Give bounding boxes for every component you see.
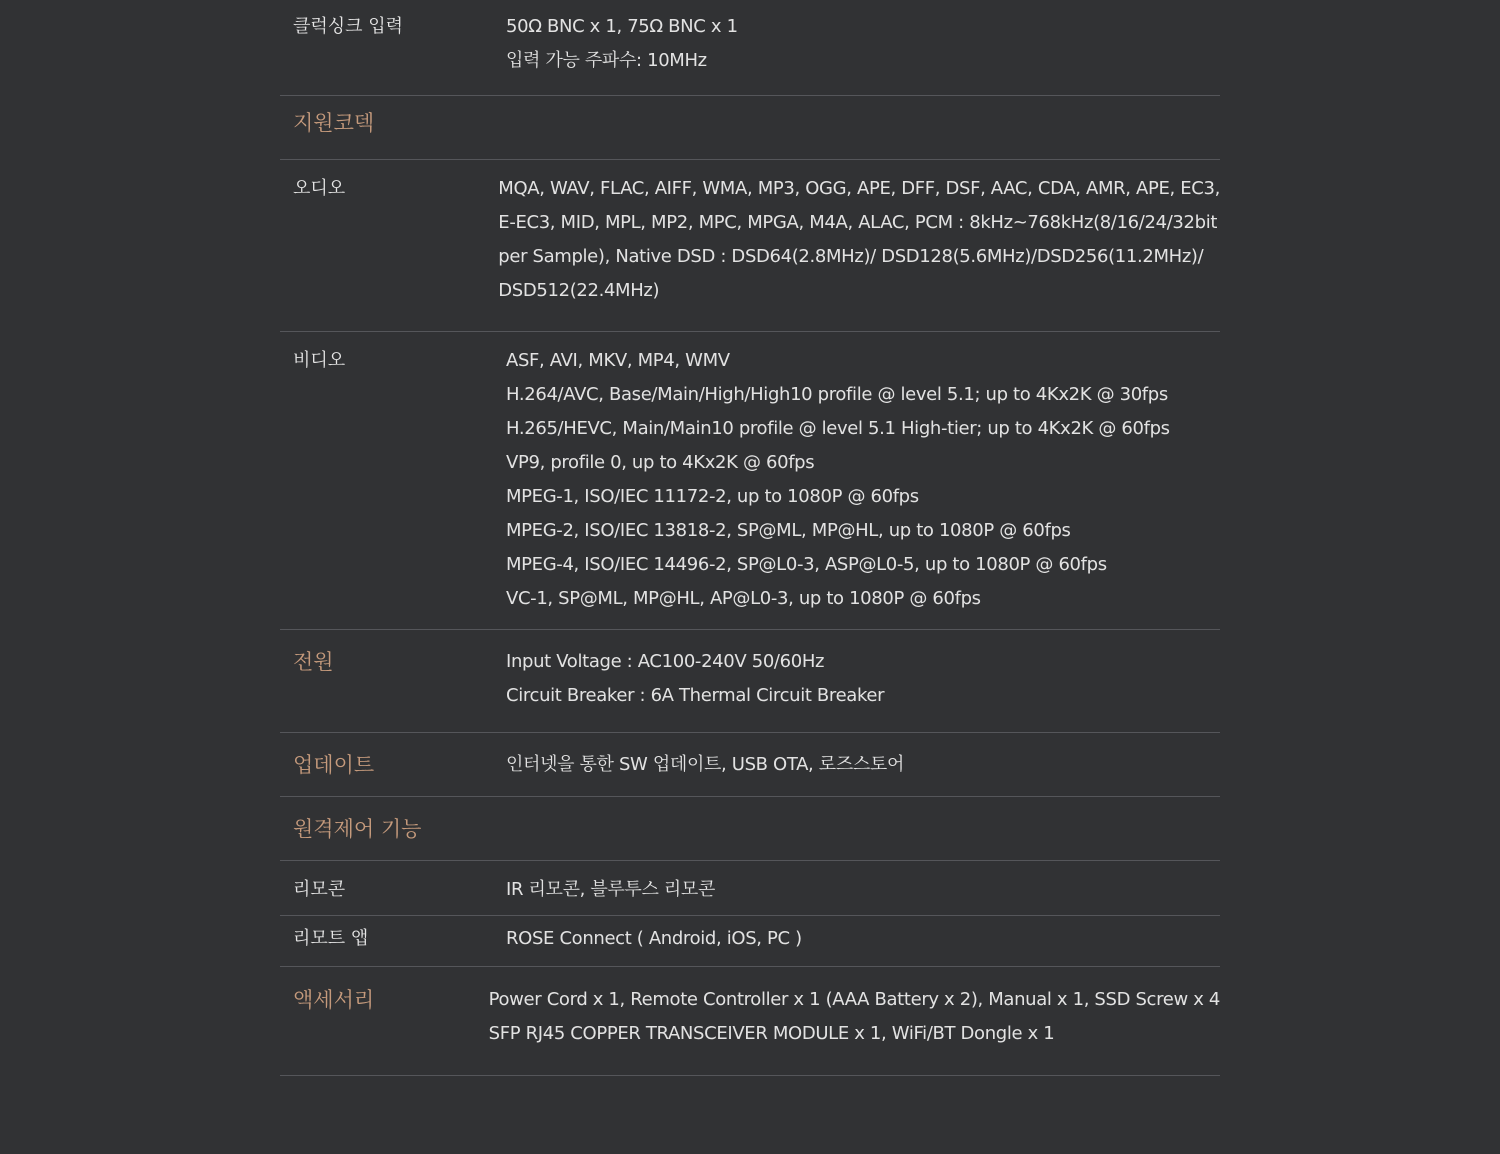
spec-row-clock-sync [280, 0, 1220, 96]
spec-value-line: H.265/HEVC, Main/Main10 profile @ level 5.1 High-tier; up to 4Kx2K @ 60fps [506, 418, 1170, 439]
spec-value-line: 인터넷을 통한 SW 업데이트, USB OTA, 로즈스토어 [506, 754, 904, 775]
spec-value-line: MPEG-1, ISO/IEC 11172-2, up to 1080P @ 60fps [506, 486, 919, 507]
spec-value [506, 344, 1220, 616]
spec-value-line: 입력 가능 주파수: 10MHz [506, 50, 707, 71]
spec-value [506, 645, 1220, 713]
spec-value [506, 873, 1220, 907]
spec-value-line: 50Ω BNC x 1, 75Ω BNC x 1 [506, 16, 738, 37]
spec-section-remote-control [280, 797, 1220, 861]
spec-value [489, 983, 1220, 1051]
spec-value-line: MQA, WAV, FLAC, AIFF, WMA, MP3, OGG, APE, DFF, DSF, AAC, CDA, AMR, APE, EC3, [498, 178, 1220, 199]
spec-row-audio [280, 160, 1220, 332]
spec-row-video [280, 332, 1220, 630]
spec-value-line: MPEG-4, ISO/IEC 14496-2, SP@L0-3, ASP@L0-5, up to 1080P @ 60fps [506, 554, 1107, 575]
spec-value-line: IR 리모콘, 블루투스 리모콘 [506, 879, 715, 900]
spec-value [498, 172, 1220, 308]
spec-row-remote [280, 861, 1220, 916]
spec-value [506, 922, 1220, 956]
spec-value-line: Power Cord x 1, Remote Controller x 1 (AAA Battery x 2), Manual x 1, SSD Screw x 4 [488, 989, 1220, 1010]
section-title: 지원코덱 [293, 111, 375, 135]
section-title: 업데이트 [293, 753, 375, 777]
spec-value-line: H.264/AVC, Base/Main/High/High10 profile @ level 5.1; up to 4Kx2K @ 30fps [506, 384, 1168, 405]
spec-value-line: MPEG-2, ISO/IEC 13818-2, SP@ML, MP@HL, up to 1080P @ 60fps [506, 520, 1071, 541]
spec-label: 클럭싱크 입력 [293, 16, 404, 37]
spec-label: 비디오 [293, 350, 346, 371]
spec-section-update [280, 733, 1220, 797]
spec-value-line: ASF, AVI, MKV, MP4, WMV [506, 350, 730, 371]
section-title: 전원 [293, 650, 334, 674]
spec-value-line: SFP RJ45 COPPER TRANSCEIVER MODULE x 1, WiFi/BT Dongle x 1 [488, 1023, 1055, 1044]
spec-label: 오디오 [293, 178, 346, 199]
spec-table [280, 0, 1220, 1076]
spec-value-line: ROSE Connect ( Android, iOS, PC ) [506, 928, 802, 949]
spec-value-line: Input Voltage : AC100-240V 50/60Hz [506, 651, 825, 672]
spec-value-line: DSD512(22.4MHz) [498, 280, 660, 301]
spec-value-line: Circuit Breaker : 6A Thermal Circuit Breaker [506, 685, 885, 706]
section-title: 원격제어 기능 [293, 817, 422, 841]
spec-section-power [280, 630, 1220, 733]
spec-value-line: per Sample), Native DSD : DSD64(2.8MHz)/ DSD128(5.6MHz)/DSD256(11.2MHz)/ [498, 246, 1204, 267]
spec-value [506, 748, 1220, 782]
section-title: 액세서리 [293, 988, 375, 1012]
spec-section-codec [280, 96, 1220, 160]
spec-value [506, 10, 1220, 78]
spec-value-line: VC-1, SP@ML, MP@HL, AP@L0-3, up to 1080P @ 60fps [506, 588, 981, 609]
spec-row-remote-app [280, 916, 1220, 967]
spec-section-accessories [280, 967, 1220, 1076]
spec-label: 리모트 앱 [293, 928, 369, 949]
spec-value-line: E-EC3, MID, MPL, MP2, MPC, MPGA, M4A, ALAC, PCM : 8kHz~768kHz(8/16/24/32bit [498, 212, 1218, 233]
spec-value-line: VP9, profile 0, up to 4Kx2K @ 60fps [506, 452, 815, 473]
spec-label: 리모콘 [293, 879, 346, 900]
